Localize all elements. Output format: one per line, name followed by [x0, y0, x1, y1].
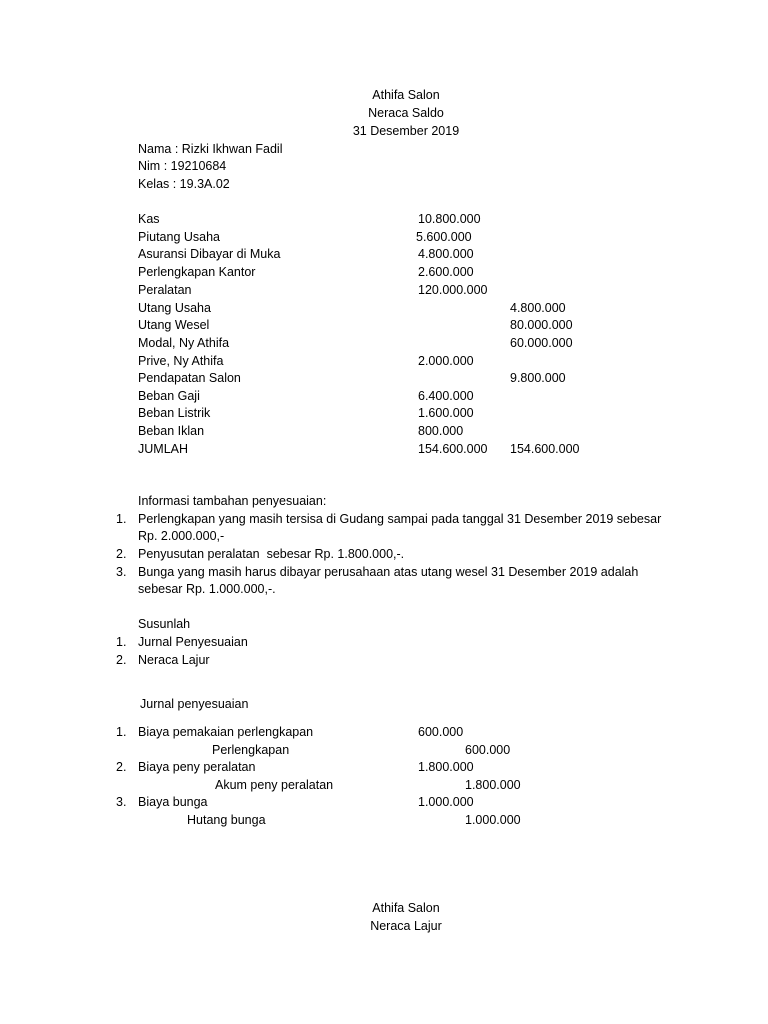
footer-report-title: Neraca Lajur: [370, 919, 442, 933]
credit-account: Perlengkapan: [212, 743, 290, 757]
account-name: Utang Wesel: [138, 318, 210, 332]
debit-value: 4.800.000: [418, 247, 474, 261]
task-number: 2.: [116, 653, 127, 667]
report-date: 31 Desember 2019: [352, 124, 460, 138]
student-name: Nama : Rizki Ikhwan Fadil: [138, 142, 283, 156]
credit-value: 80.000.000: [510, 318, 573, 332]
debit-value: 1.600.000: [418, 406, 474, 420]
debit-account: Biaya pemakaian perlengkapan: [138, 725, 314, 739]
credit-value: 4.800.000: [510, 301, 566, 315]
info-item-text: Bunga yang masih harus dibayar perusahaan atas utang wesel 31 Desember 2019 adalah: [138, 565, 639, 579]
account-name: Perlengkapan Kantor: [138, 265, 256, 279]
info-item-text-cont: sebesar Rp. 1.000.000,-.: [138, 582, 276, 596]
info-title: Informasi tambahan penyesuaian:: [138, 494, 327, 508]
entry-number: 2.: [116, 760, 127, 774]
debit-amount: 600.000: [418, 725, 464, 739]
debit-amount: 1.000.000: [418, 795, 474, 809]
student-nim: Nim : 19210684: [138, 159, 227, 173]
debit-value: 120.000.000: [418, 283, 488, 297]
credit-amount: 1.800.000: [465, 778, 521, 792]
account-name: Beban Gaji: [138, 389, 200, 403]
credit-total: 154.600.000: [510, 442, 580, 456]
debit-value: 800.000: [418, 424, 464, 438]
debit-total: 154.600.000: [418, 442, 488, 456]
account-name: Prive, Ny Athifa: [138, 354, 224, 368]
task-label: Jurnal Penyesuaian: [138, 635, 248, 649]
account-name: Pendapatan Salon: [138, 371, 241, 385]
debit-account: Biaya bunga: [138, 795, 208, 809]
credit-account: Akum peny peralatan: [215, 778, 334, 792]
credit-value: 60.000.000: [510, 336, 573, 350]
account-name: Kas: [138, 212, 160, 226]
report-title: Neraca Saldo: [368, 106, 444, 120]
entry-number: 1.: [116, 725, 127, 739]
credit-account: Hutang bunga: [187, 813, 266, 827]
info-item-text: Penyusutan peralatan sebesar Rp. 1.800.000,-.: [138, 547, 405, 561]
journal-title: Jurnal penyesuaian: [140, 697, 249, 711]
footer-company-title: Athifa Salon: [372, 901, 440, 915]
info-item-number: 3.: [116, 565, 127, 579]
account-name: Peralatan: [138, 283, 192, 297]
debit-amount: 1.800.000: [418, 760, 474, 774]
account-name: Beban Listrik: [138, 406, 211, 420]
debit-value: 5.600.000: [416, 230, 472, 244]
info-item-number: 2.: [116, 547, 127, 561]
debit-value: 10.800.000: [418, 212, 481, 226]
debit-value: 2.600.000: [418, 265, 474, 279]
task-label: Neraca Lajur: [138, 653, 210, 667]
account-name: JUMLAH: [138, 442, 189, 456]
info-item-text: Perlengkapan yang masih tersisa di Gudang sampai pada tanggal 31 Desember 2019 sebesar: [138, 512, 662, 526]
task-number: 1.: [116, 635, 127, 649]
account-name: Beban Iklan: [138, 424, 205, 438]
account-name: Asuransi Dibayar di Muka: [138, 247, 281, 261]
credit-amount: 1.000.000: [465, 813, 521, 827]
student-class: Kelas : 19.3A.02: [138, 177, 230, 191]
account-name: Utang Usaha: [138, 301, 211, 315]
info-item-text-cont: Rp. 2.000.000,-: [138, 529, 225, 543]
debit-value: 6.400.000: [418, 389, 474, 403]
debit-value: 2.000.000: [418, 354, 474, 368]
entry-number: 3.: [116, 795, 127, 809]
task-title: Susunlah: [138, 617, 191, 631]
account-name: Modal, Ny Athifa: [138, 336, 230, 350]
credit-amount: 600.000: [465, 743, 511, 757]
account-name: Piutang Usaha: [138, 230, 221, 244]
info-item-number: 1.: [116, 512, 127, 526]
company-title: Athifa Salon: [372, 88, 440, 102]
credit-value: 9.800.000: [510, 371, 566, 385]
debit-account: Biaya peny peralatan: [138, 760, 256, 774]
